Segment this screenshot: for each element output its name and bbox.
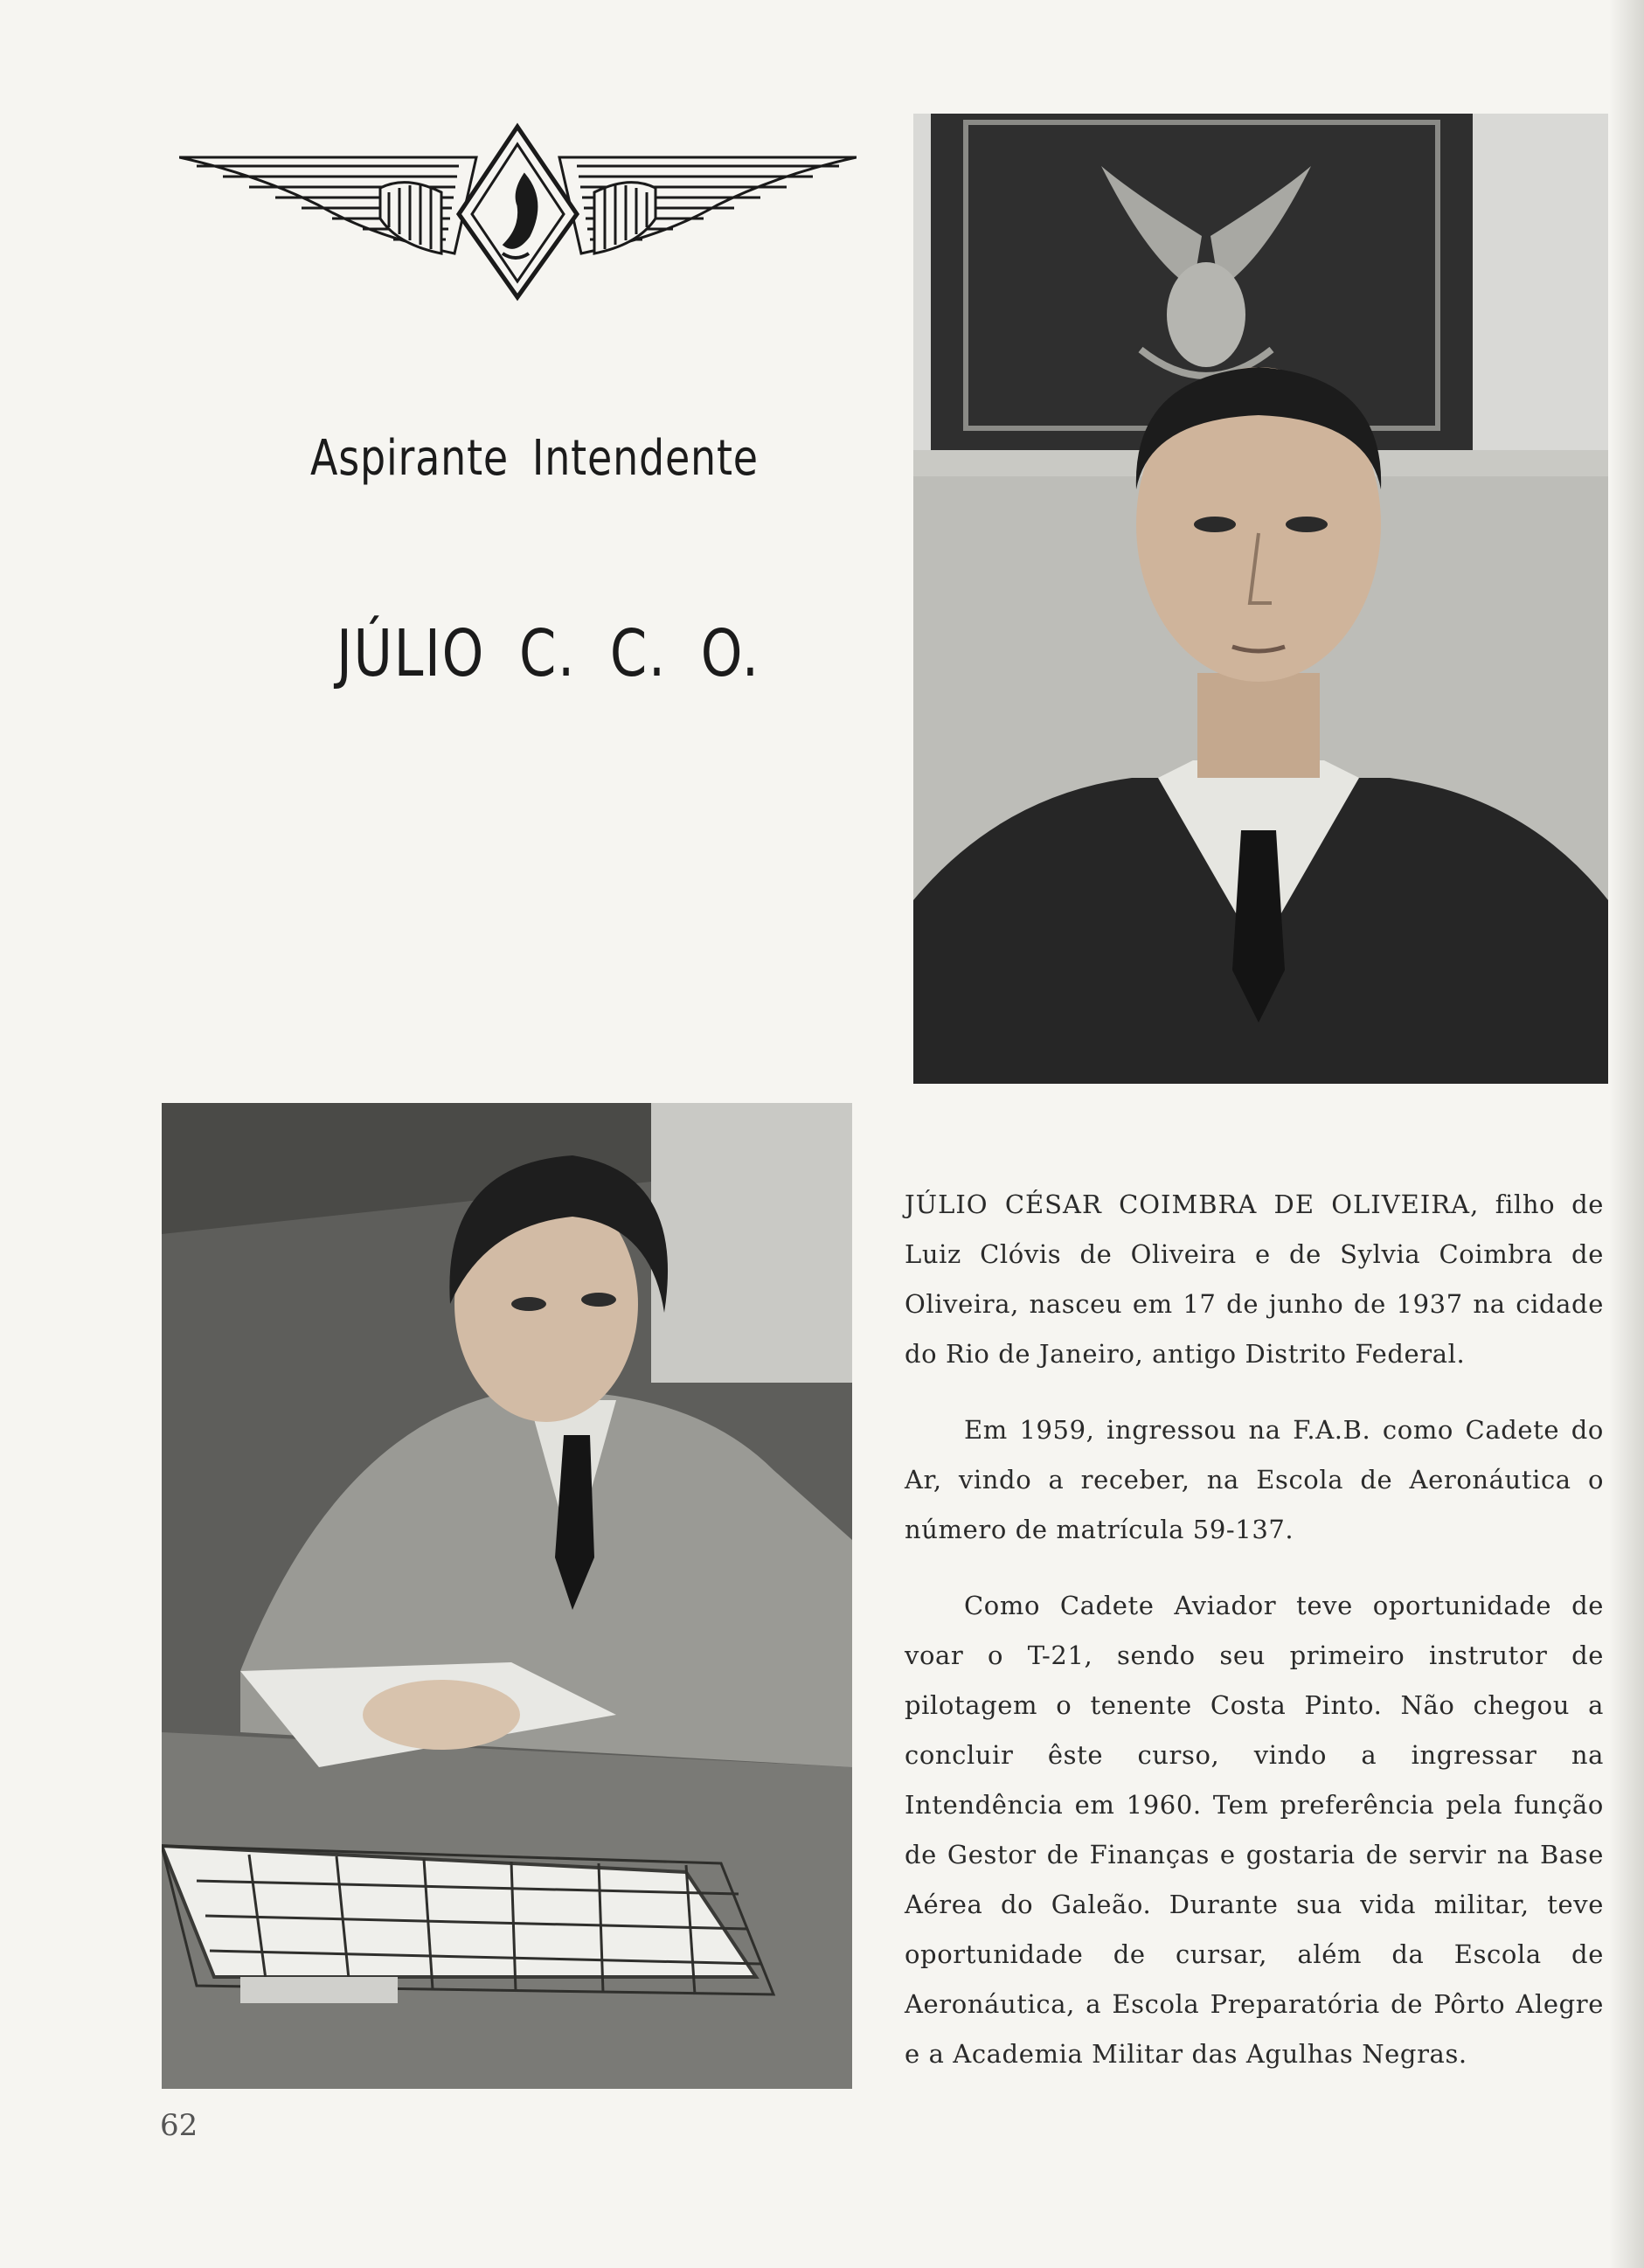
winged-diamond-insignia-icon <box>179 122 857 306</box>
bio-paragraph-2: Em 1959, ingressou na F.A.B. como Cadete do Ar, vindo a receber, na Escola de Aeronáutica o número de matrícula 59-137. <box>905 1415 1604 1544</box>
cadet-name-title: JÚLIO C. C. O. <box>336 616 760 691</box>
page-number: 62 <box>160 2108 198 2143</box>
bio-paragraph-1 <box>905 1180 1604 1379</box>
bio-paragraph-3: Como Cadete Aviador teve oportunidade de voar o T-21, sendo seu primeiro instrutor de pilotagem o tenente Costa Pinto. Não chegou a concluir êste curso, vindo a ingressar na Intendência em 1960. Tem preferência pela função de Gestor de Finanças e gostaria de servir na Base Aérea do Galeão. Durante sua vida militar, teve oportunidade de cursar, além da Escola de Aeronáutica, a Escola Preparatória de Pôrto Alegre e a Academia Militar das Agulhas Negras. <box>905 1591 1604 2069</box>
biography-text <box>905 1180 1604 2105</box>
bio-full-name: JÚLIO CÉSAR COIMBRA DE OLIVEIRA <box>905 1189 1471 1219</box>
bio-paragraph-1-rest: , filho de Luiz Clóvis de Oliveira e de Sylvia Coimbra de Oliveira, nasceu em 17 de junho de 1937 na cidade do Rio de Janeiro, antigo Distrito Federal. <box>905 1189 1604 1369</box>
desk-photo <box>162 1103 852 2089</box>
rank-title: Aspirante Intendente <box>310 430 759 487</box>
page-edge-shadow <box>1609 0 1644 2268</box>
portrait-photo <box>913 114 1608 1084</box>
